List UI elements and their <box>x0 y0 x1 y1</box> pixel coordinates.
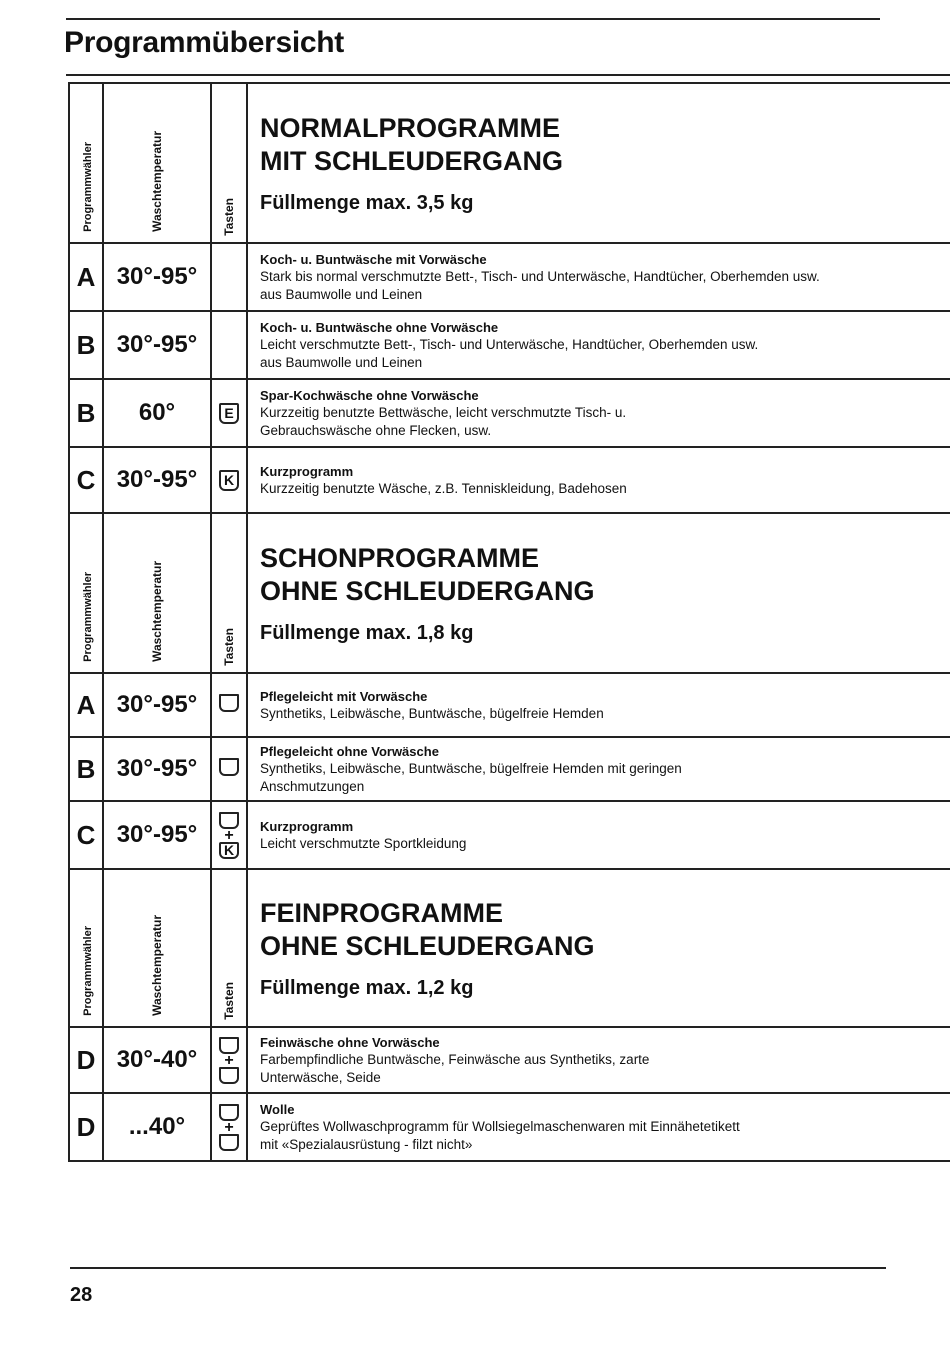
header-tasten <box>211 83 247 243</box>
program-description <box>247 1027 950 1093</box>
program-details-line2: Unterwäsche, Seide <box>260 1069 381 1085</box>
program-name: Pflegeleicht mit Vorwäsche <box>260 688 428 704</box>
section-title-line1: NORMALPROGRAMME <box>260 112 560 143</box>
key-cell <box>211 801 247 869</box>
bottom-rule <box>70 1267 886 1269</box>
wash-temperature: 30°-95° <box>103 311 211 379</box>
key-button-icon <box>219 1134 239 1151</box>
program-details-line1: Kurzzeitig benutzte Wäsche, z.B. Tenniskleidung, Badehosen <box>260 480 627 496</box>
section-header-row <box>69 869 950 1027</box>
plus-icon: + <box>224 1051 234 1069</box>
program-row <box>69 801 950 869</box>
section-fill-amount: Füllmenge max. 1,8 kg <box>260 621 474 644</box>
program-row <box>69 379 950 447</box>
program-name: Kurzprogramm <box>260 818 354 834</box>
header-programmwaehler <box>69 513 103 673</box>
header-programmwaehler <box>69 83 103 243</box>
program-description <box>247 1093 950 1161</box>
header-programmwaehler-label: Programmwähler <box>82 142 94 232</box>
section-header-row <box>69 83 950 243</box>
program-details-line1: Synthetiks, Leibwäsche, Buntwäsche, bügelfreie Hemden <box>260 705 604 721</box>
program-letter: B <box>69 737 103 801</box>
section-header-row <box>69 513 950 673</box>
program-details-line2: aus Baumwolle und Leinen <box>260 286 423 302</box>
program-letter: D <box>69 1027 103 1093</box>
key-button-icon: E <box>219 403 239 424</box>
key-cell <box>211 311 247 379</box>
wash-temperature: 60° <box>103 379 211 447</box>
program-details-line1: Kurzzeitig benutzte Bettwäsche, leicht verschmutzte Tisch- u. <box>260 404 627 420</box>
program-description <box>247 673 950 737</box>
section-title-line1: SCHONPROGRAMME <box>260 542 540 573</box>
plus-icon: + <box>224 1118 234 1136</box>
wash-temperature: 30°-95° <box>103 673 211 737</box>
program-letter: A <box>69 243 103 311</box>
wash-temperature: 30°-95° <box>103 737 211 801</box>
program-details-line2: Gebrauchswäsche ohne Flecken, usw. <box>260 422 492 438</box>
program-name: Koch- u. Buntwäsche mit Vorwäsche <box>260 251 487 267</box>
program-row <box>69 1027 950 1093</box>
header-programmwaehler-label: Programmwähler <box>82 572 94 662</box>
key-cell <box>211 1027 247 1093</box>
section-heading <box>247 513 950 673</box>
program-name: Spar-Kochwäsche ohne Vorwäsche <box>260 387 479 403</box>
program-row <box>69 1093 950 1161</box>
program-name: Pflegeleicht ohne Vorwäsche <box>260 743 439 759</box>
key-cell <box>211 243 247 311</box>
wash-temperature: 30°-95° <box>103 447 211 513</box>
program-name: Wolle <box>260 1101 295 1117</box>
program-details-line2: Anschmutzungen <box>260 778 365 794</box>
header-programmwaehler-label: Programmwähler <box>82 926 94 1016</box>
section-title-line2: OHNE SCHLEUDERGANG <box>260 575 595 606</box>
program-row <box>69 447 950 513</box>
program-details-line1: Synthetiks, Leibwäsche, Buntwäsche, bügelfreie Hemden mit geringen <box>260 760 682 776</box>
program-details-line1: Stark bis normal verschmutzte Bett-, Tisch- und Unterwäsche, Handtücher, Oberhemden usw. <box>260 268 820 284</box>
key-cell <box>211 379 247 447</box>
key-button-icon <box>219 1037 239 1054</box>
key-button-icon <box>219 694 239 712</box>
key-button-icon <box>219 758 239 776</box>
header-tasten-label: Tasten <box>222 198 236 236</box>
key-cell <box>211 1093 247 1161</box>
header-tasten-label: Tasten <box>222 628 236 666</box>
program-details-line1: Leicht verschmutzte Bett-, Tisch- und Unterwäsche, Handtücher, Oberhemden usw. <box>260 336 759 352</box>
section-title-line2: MIT SCHLEUDERGANG <box>260 145 563 176</box>
section-heading <box>247 83 950 243</box>
key-button-icon: K <box>219 470 239 491</box>
program-details-line1: Leicht verschmutzte Sportkleidung <box>260 835 467 851</box>
key-combination-icon <box>219 812 239 859</box>
wash-temperature: 30°-40° <box>103 1027 211 1093</box>
program-name: Feinwäsche ohne Vorwäsche <box>260 1034 440 1050</box>
program-description <box>247 801 950 869</box>
program-row <box>69 673 950 737</box>
section-fill-amount: Füllmenge max. 1,2 kg <box>260 976 474 999</box>
key-cell <box>211 447 247 513</box>
title-rule <box>66 74 950 76</box>
header-tasten <box>211 869 247 1027</box>
key-button-icon <box>219 812 239 829</box>
header-waschtemperatur-label: Waschtemperatur <box>150 131 164 232</box>
table-body <box>69 83 950 1161</box>
program-description <box>247 243 950 311</box>
key-combination-icon <box>219 1104 239 1151</box>
header-programmwaehler <box>69 869 103 1027</box>
program-row <box>69 243 950 311</box>
program-letter: A <box>69 673 103 737</box>
program-row <box>69 737 950 801</box>
key-button-icon: K <box>219 842 239 859</box>
header-waschtemperatur <box>103 869 211 1027</box>
wash-temperature: ...40° <box>103 1093 211 1161</box>
key-cell <box>211 673 247 737</box>
program-description <box>247 379 950 447</box>
program-description <box>247 737 950 801</box>
key-button-icon <box>219 1104 239 1121</box>
program-details-line2: mit «Spezialausrüstung - filzt nicht» <box>260 1136 473 1152</box>
program-letter: C <box>69 447 103 513</box>
top-rule <box>66 18 880 20</box>
header-waschtemperatur-label: Waschtemperatur <box>150 915 164 1016</box>
program-details-line1: Geprüftes Wollwaschprogramm für Wollsiegelmaschenwaren mit Einnähetetikett <box>260 1118 740 1134</box>
program-overview-table <box>68 82 950 1162</box>
program-details-line2: aus Baumwolle und Leinen <box>260 354 423 370</box>
page-number: 28 <box>70 1284 93 1306</box>
program-letter: B <box>69 311 103 379</box>
program-row <box>69 311 950 379</box>
program-letter: C <box>69 801 103 869</box>
header-tasten-label: Tasten <box>222 982 236 1020</box>
page-title: Programmübersicht <box>64 26 344 59</box>
program-details-line1: Farbempfindliche Buntwäsche, Feinwäsche aus Synthetiks, zarte <box>260 1051 650 1067</box>
section-title-line1: FEINPROGRAMME <box>260 897 503 928</box>
section-heading <box>247 869 950 1027</box>
program-letter: D <box>69 1093 103 1161</box>
program-letter: B <box>69 379 103 447</box>
wash-temperature: 30°-95° <box>103 801 211 869</box>
key-combination-icon <box>219 1037 239 1084</box>
key-cell <box>211 737 247 801</box>
program-name: Koch- u. Buntwäsche ohne Vorwäsche <box>260 319 499 335</box>
header-waschtemperatur <box>103 513 211 673</box>
wash-temperature: 30°-95° <box>103 243 211 311</box>
header-waschtemperatur <box>103 83 211 243</box>
program-description <box>247 447 950 513</box>
program-description <box>247 311 950 379</box>
section-fill-amount: Füllmenge max. 3,5 kg <box>260 191 474 214</box>
header-waschtemperatur-label: Waschtemperatur <box>150 561 164 662</box>
plus-icon: + <box>224 826 234 844</box>
key-button-icon <box>219 1067 239 1084</box>
program-name: Kurzprogramm <box>260 463 354 479</box>
section-title-line2: OHNE SCHLEUDERGANG <box>260 930 595 961</box>
header-tasten <box>211 513 247 673</box>
